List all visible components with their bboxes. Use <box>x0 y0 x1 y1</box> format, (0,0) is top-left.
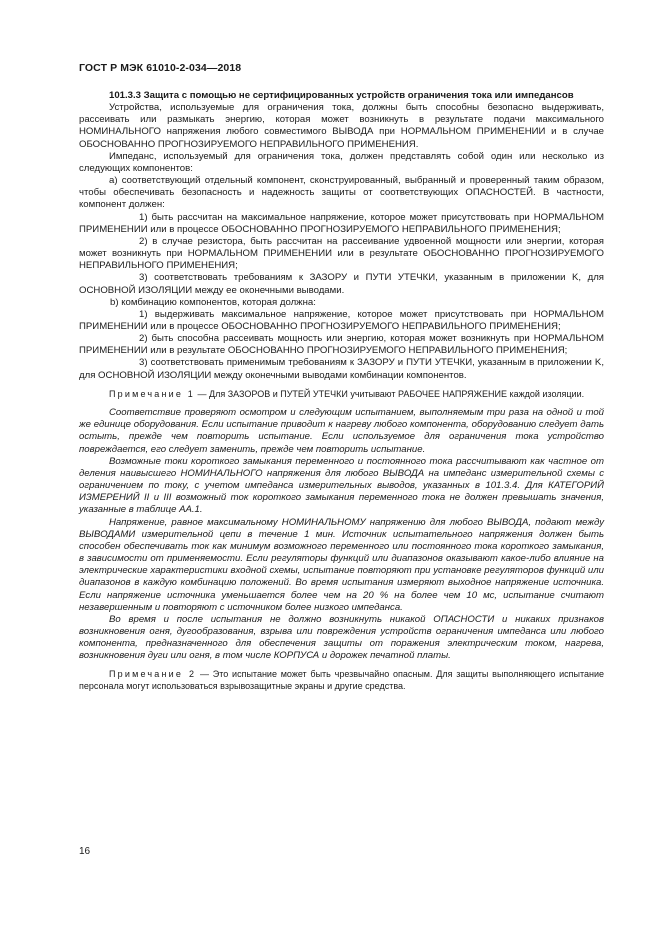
paragraph-impedance: Импеданс, используемый для ограничения тока, должен представлять собой один или несколько из следующих компонентов: <box>79 150 604 174</box>
list-item-b3: 3) соответствовать применимым требованиям к ЗАЗОРУ и ПУТИ УТЕЧКИ, указанным в приложении K, для ОСНОВНОЙ ИЗОЛЯЦИИ между оконечными выводами комбинации компонентов. <box>79 357 604 381</box>
note-2-label: Примечание 2 <box>109 669 197 680</box>
page-number: 16 <box>79 846 91 857</box>
paragraph-devices: Устройства, используемые для ограничения тока, должны быть способны безопасно выдерживать, рассеивать или размыкать энергию, которая может возникнуть в результате подачи максимального НОМИНАЛЬНОГО напряжения любого совместимого ВЫВОДА при НОРМАЛЬНОМ ПРИМЕНЕНИИ и в случае ОБОСНОВАННО ПРОГНОЗИРУЕМОГО НЕПРАВИЛЬНОГО ПРИМЕНЕНИЯ. <box>79 102 604 150</box>
page-content <box>79 90 604 692</box>
note-1-text: — Для ЗАЗОРОВ и ПУТЕЙ УТЕЧКИ учитывают РАБОЧЕЕ НАПРЯЖЕНИЕ каждой изоляции. <box>195 388 585 399</box>
list-item-a3: 3) соответствовать требованиям к ЗАЗОРУ и ПУТИ УТЕЧКИ, указанным в приложении K, для ОСНОВНОЙ ИЗОЛЯЦИИ между ее оконечными выводами. <box>79 272 604 296</box>
list-item-b2: 2) быть способна рассеивать мощность или энергию, которая может возникнуть при НОРМАЛЬНОМ ПРИМЕНЕНИИ или в результате ОБОСНОВАННО ПРОГНОЗИРУЕМОГО НЕПРАВИЛЬНОГО ПРИМЕНЕНИЯ; <box>79 333 604 357</box>
document-header: ГОСТ Р МЭК 61010-2-034—2018 <box>79 62 242 74</box>
list-item-a: а) соответствующий отдельный компонент, сконструированный, выбранный и проверенный таким образом, чтобы обеспечивать безопасность и надежность защиты от соответствующих ОПАСНОСТЕЙ. В частности, компонент должен: <box>79 175 604 211</box>
list-item-a1: 1) быть рассчитан на максимальное напряжение, которое может присутствовать при НОРМАЛЬНОМ ПРИМЕНЕНИИ или в процессе ОБОСНОВАННО ПРОГНОЗИРУЕМОГО НЕПРАВИЛЬНОГО ПРИМЕНЕНИЯ; <box>79 211 604 235</box>
list-item-b: b) комбинацию компонентов, которая должна: <box>110 296 316 308</box>
section-title: 101.3.3 Защита с помощью не сертифицированных устройств ограничения тока или импедансов <box>109 90 574 101</box>
note-1 <box>79 389 604 400</box>
note-2-text: — Это испытание может быть чрезвычайно опасным. Для защиты выполняющего испытание персонала могут использоваться взрывозащитные экраны и другие средства. <box>79 669 604 691</box>
test-paragraph-short-circuit: Возможные токи короткого замыкания переменного и постоянного тока рассчитывают как частное от деления наивысшего НОМИНАЛЬНОГО напряжения для любого ВЫВОДА на импеданс измерительной схемы с ограничением по току, с учетом импеданса измерительных выводов, указанных в 101.3.4. Для КАТЕГОРИЙ ИЗМЕРЕНИЙ II и III возможный ток короткого замыкания переменного тока не должен превышать значения, указанные в таблице АА.1. <box>79 455 604 516</box>
list-item-b1: 1) выдерживать максимальное напряжение, которое может присутствовать при НОРМАЛЬНОМ ПРИМЕНЕНИИ или в процессе ОБОСНОВАННО ПРОГНОЗИРУЕМОГО НЕПРАВИЛЬНОГО ПРИМЕНЕНИЯ; <box>79 308 604 332</box>
test-paragraph-compliance: Соответствие проверяют осмотром и следующим испытанием, выполняемым три раза на одной и той же единице оборудования. Если испытание приводит к нагреву любого компонента, оборудованию следует дать остыть, прежде чем повторить испытание. Если используемое для ограничения тока устройство повреждается, его следует заменить, прежде чем повторить испытание. <box>79 407 604 455</box>
note-1-label: Примечание 1 <box>109 388 195 399</box>
test-paragraph-voltage: Напряжение, равное максимальному НОМИНАЛЬНОМУ напряжению для любого ВЫВОДА, подают между ВЫВОДАМИ измерительной цепи в течение 1 мин. Источник испытательного напряжения должен быть способен обеспечивать ток как минимум возможного переменного или постоянного тока короткого замыкания, в зависимости от применяемости. Если регуляторы функций или диапазонов оказывают какое-либо влияние на электрические характеристики входной схемы, испытание повторяют при установке регуляторов функций или диапазонов в каждую комбинацию положений. Во время испытания измеряют выходное напряжение источника. Если напряжение источника уменьшается более чем на 20 % на более чем 10 мс, испытание считают незавершенным и повторяют с источником более низкого импеданса. <box>79 516 604 613</box>
test-paragraph-result: Во время и после испытания не должно возникнуть никакой ОПАСНОСТИ и никаких признаков возникновения огня, дугообразования, взрыва или повреждения устройств ограничения импеданса или любого компонента, предназначенного для обеспечения защиты от поражения электрическим током, нагрева, возникновения дуги или огня, в том числе КОРПУСА и дорожек печатной платы. <box>79 613 604 662</box>
note-2 <box>79 669 604 692</box>
list-item-a2: 2) в случае резистора, быть рассчитан на рассеивание удвоенной мощности или энергии, которая может возникнуть при НОРМАЛЬНОМ ПРИМЕНЕНИИ или в результате ОБОСНОВАННО ПРОГНОЗИРУЕМОГО НЕПРАВИЛЬНОГО ПРИМЕНЕНИЯ; <box>79 235 604 272</box>
